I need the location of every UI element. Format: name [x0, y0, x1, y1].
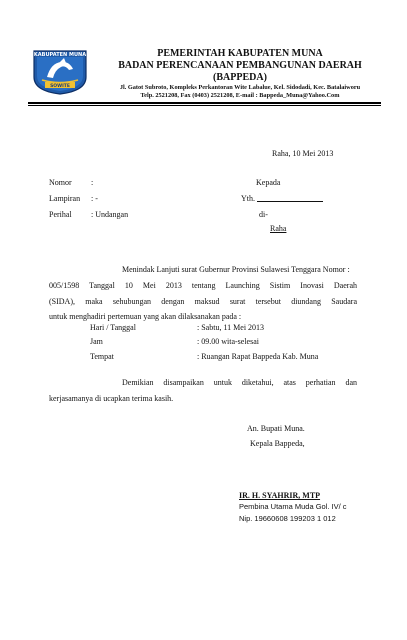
letterhead-agency: BADAN PERENCANAAN PEMBANGUNAN DAERAH — [118, 60, 362, 71]
signature-rank: Pembina Utama Muda Gol. IV/ c — [239, 502, 347, 511]
meta-value-nomor: : — [91, 178, 94, 187]
recipient-kepada: Kepada — [256, 178, 281, 187]
meta-value-perihal: : Undangan — [91, 210, 129, 219]
detail-value-date: : Sabtu, 11 Mei 2013 — [197, 323, 265, 332]
recipient-di: di- — [259, 210, 268, 219]
detail-value-time: : 09.00 wita-selesai — [197, 337, 259, 346]
recipient-yth: Yth. — [241, 194, 255, 203]
signature-name: IR. H. SYAHRIR, MTP — [239, 491, 321, 500]
detail-value-place: : Ruangan Rapat Bappeda Kab. Muna — [197, 352, 319, 361]
recipient-name-line — [257, 201, 323, 202]
paragraph-2-line-1: Demikian disampaikan untuk diketahui, atas perhatian dan — [122, 378, 357, 387]
signature-on-behalf: An. Bupati Muna. — [247, 424, 305, 433]
letter-date: Raha, 10 Mei 2013 — [272, 149, 334, 158]
meta-value-lampiran: : - — [91, 194, 98, 203]
svg-text:SOWITE: SOWITE — [50, 84, 70, 89]
recipient-place: Raha — [270, 224, 287, 233]
paragraph-2-line-2: kerjasamanya di ucapkan terima kasih. — [49, 394, 174, 403]
signature-title: Kepala Bappeda, — [250, 439, 305, 448]
letterhead-acronym: (BAPPEDA) — [213, 72, 267, 83]
detail-label-time: Jam — [90, 337, 103, 346]
letterhead-contact: Telp. 2521208, Fax (0403) 2521208, E-mail : Bappeda_Muna@Yahoo.Com — [140, 92, 340, 99]
meta-label-nomor: Nomor — [49, 178, 72, 187]
letterhead-divider-thin — [28, 105, 381, 106]
svg-text:KABUPATEN MUNA: KABUPATEN MUNA — [33, 52, 87, 58]
paragraph-1-line-3: (SIDA), maka sehubungan dengan maksud surat tersebut diundang Saudara — [49, 297, 357, 306]
letterhead-government: PEMERINTAH KABUPATEN MUNA — [157, 48, 323, 59]
paragraph-1-line-2: 005/1598 Tanggal 10 Mei 2013 tentang Launching Sistim Inovasi Daerah — [49, 281, 357, 290]
detail-label-place: Tempat — [90, 352, 114, 361]
kabupaten-muna-logo — [31, 47, 89, 95]
detail-label-date: Hari / Tanggal — [90, 323, 136, 332]
meta-label-lampiran: Lampiran — [49, 194, 81, 203]
paragraph-1-line-1: Menindak Lanjuti surat Gubernur Provinsi Sulawesi Tenggara Nomor : — [122, 265, 350, 274]
meta-label-perihal: Perihal — [49, 210, 72, 219]
signature-nip: Nip. 19660608 199203 1 012 — [239, 514, 336, 523]
paragraph-1-line-4: untuk menghadiri pertemuan yang akan dilaksanakan pada : — [49, 312, 242, 321]
letterhead-divider-thick — [28, 102, 381, 104]
letterhead-address: Jl. Gatot Subroto, Kompleks Perkantoran Wite Labalue, Kel. Sidodadi, Kec. Batalaiworu — [119, 84, 361, 91]
